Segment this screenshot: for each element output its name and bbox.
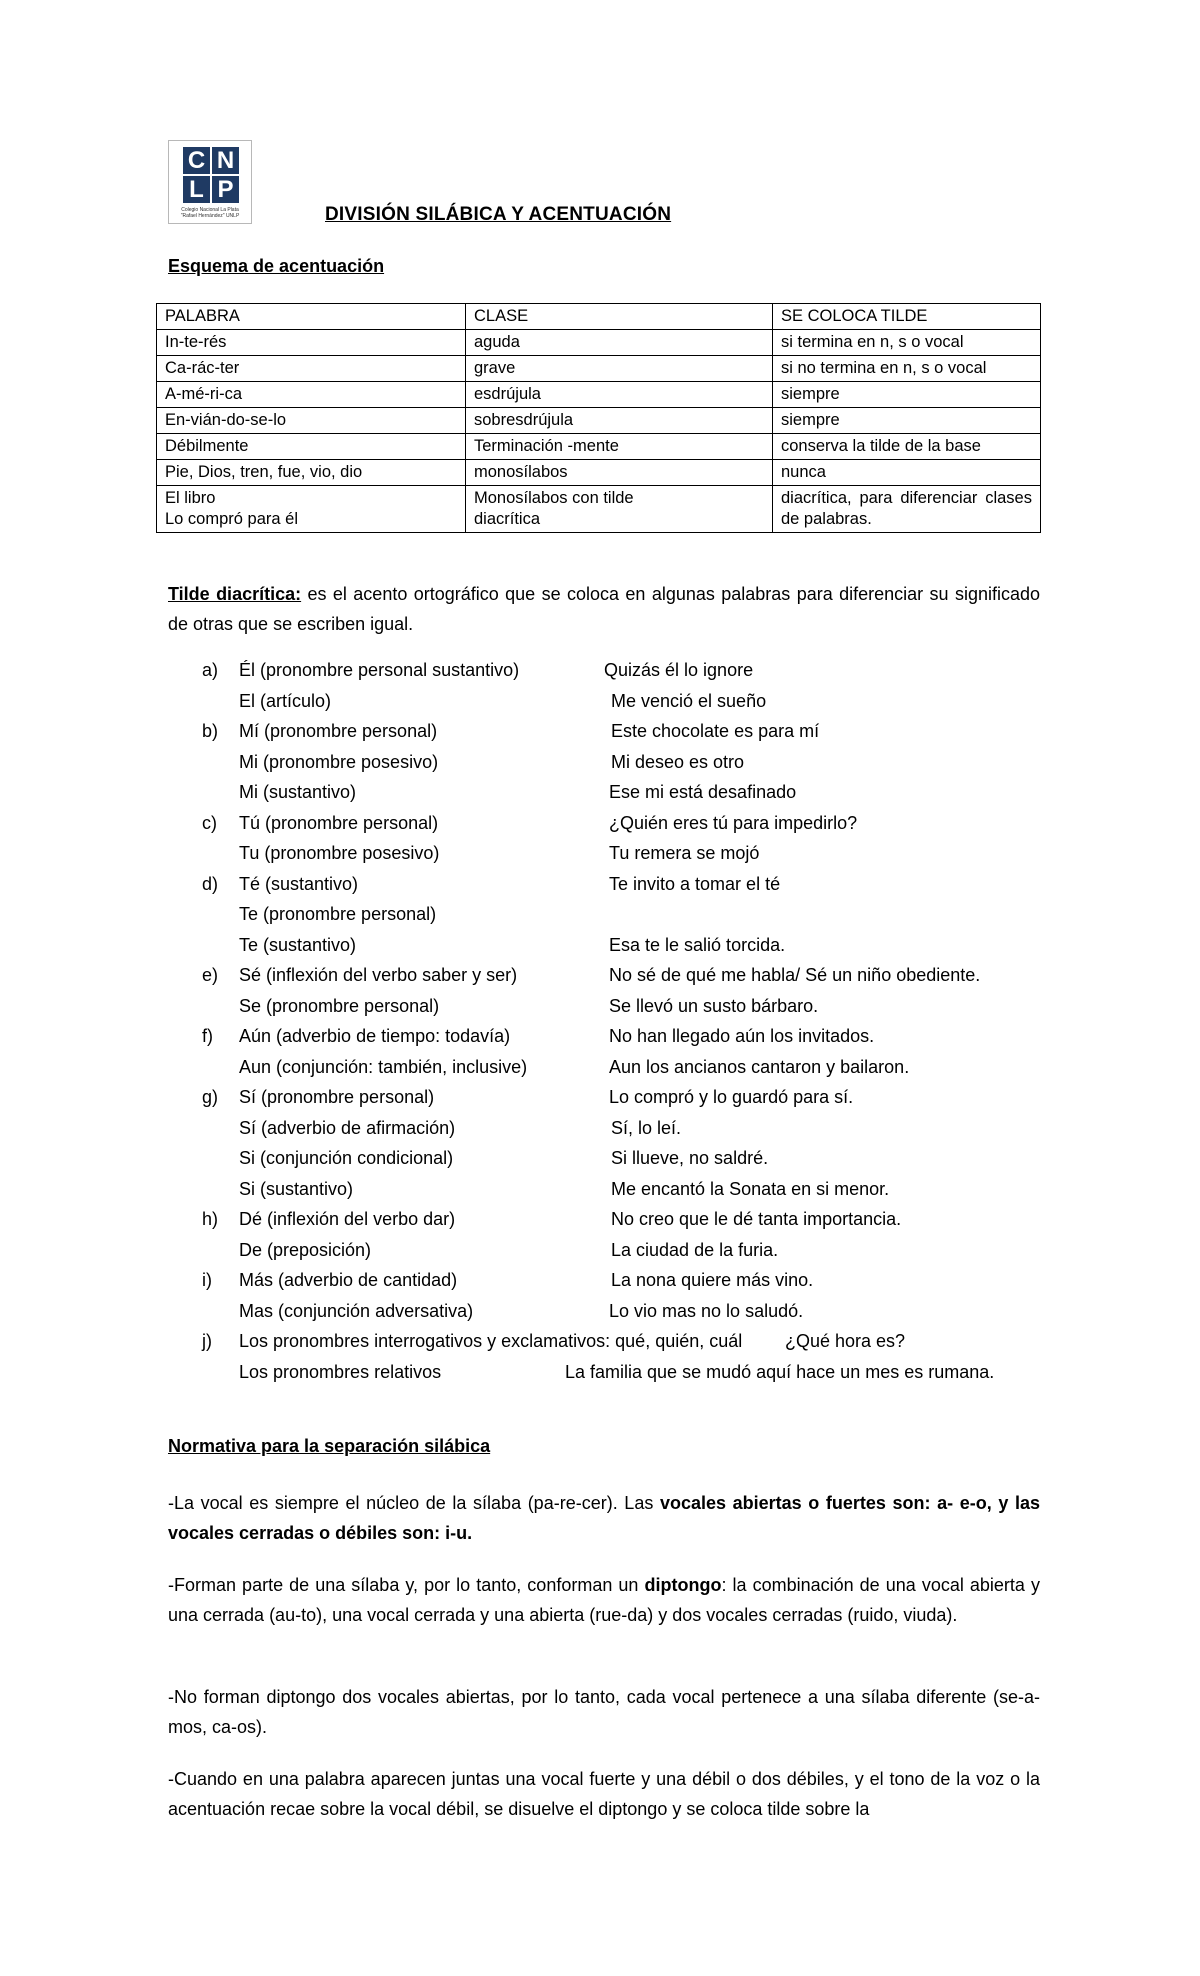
example-sentence: Lo compró y lo guardó para sí.	[609, 1087, 854, 1107]
example-sentence: Tu remera se mojó	[609, 843, 760, 863]
table-header-cell: SE COLOCA TILDE	[773, 304, 1041, 330]
page-title: DIVISIÓN SILÁBICA Y ACENTUACIÓN	[325, 204, 672, 225]
example-sentence: Ese mi está desafinado	[609, 782, 797, 802]
example-letter: a)	[202, 660, 219, 680]
logo-caption: Colegio Nacional La Plata "Rafael Hernández" UNLP	[180, 207, 240, 219]
example-description: Se (pronombre personal)	[239, 995, 440, 1016]
tilde-diacritica-term: Tilde diacrítica:	[168, 584, 302, 604]
normativa-bold-text: diptongo	[644, 1575, 722, 1595]
example-description: Más (adverbio de cantidad)	[239, 1270, 458, 1290]
example-sentence: Esa te le salió torcida.	[609, 934, 786, 955]
table-row	[157, 408, 1041, 434]
example-row	[0, 1113, 1200, 1143]
example-sentence: Si llueve, no saldré.	[611, 1148, 769, 1168]
tilde-diacritica-definition: es el acento ortográfico que se coloca en algunas palabras para diferenciar su significado de otras que se escriben igual.	[168, 584, 1040, 634]
example-description: Mas (conjunción adversativa)	[239, 1300, 474, 1321]
example-row	[0, 808, 1200, 838]
example-sentence: ¿Quién eres tú para impedirlo?	[609, 812, 858, 833]
esquema-heading: Esquema de acentuación	[168, 256, 385, 276]
example-description: Si (conjunción condicional)	[239, 1148, 454, 1168]
example-row	[0, 991, 1200, 1021]
example-sentence: ¿Qué hora es?	[785, 1331, 906, 1351]
example-row	[0, 1174, 1200, 1204]
table-row	[157, 330, 1041, 356]
example-description: Té (sustantivo)	[239, 873, 359, 894]
accentuation-table	[156, 303, 1041, 533]
example-description: Sé (inflexión del verbo saber y ser)	[239, 965, 518, 985]
table-cell-palabra: A-mé-ri-ca	[157, 382, 466, 408]
table-cell-tilde: diacrítica, para diferenciar clases de palabras.	[773, 486, 1041, 533]
example-sentence: La nona quiere más vino.	[611, 1270, 814, 1290]
table-cell-tilde: siempre	[773, 382, 1041, 408]
table-cell-line: Monosílabos con tilde	[474, 489, 634, 507]
normativa-heading: Normativa para la separación silábica	[168, 1436, 491, 1456]
example-letter: j)	[202, 1331, 212, 1351]
table-cell-clase: grave	[466, 356, 773, 382]
table-cell-palabra: Pie, Dios, tren, fue, vio, dio	[157, 460, 466, 486]
example-sentence: Sí, lo leí.	[611, 1117, 682, 1138]
example-letter: c)	[202, 812, 217, 833]
example-description: Te (pronombre personal)	[239, 904, 437, 924]
example-description: Si (sustantivo)	[239, 1178, 354, 1199]
example-letter: b)	[202, 721, 219, 741]
example-sentence: No creo que le dé tanta importancia.	[611, 1209, 902, 1229]
normativa-paragraph-4: -Cuando en una palabra aparecen juntas una vocal fuerte y una débil o dos débiles, y el tono de la voz o la acentuación recae sobre la vocal débil, se disuelve el diptongo y se coloca tilde sobre la	[168, 1769, 1040, 1819]
logo-letters	[183, 147, 239, 203]
normativa-paragraph-1	[168, 1488, 1040, 1548]
example-row	[0, 930, 1200, 960]
example-description: Sí (adverbio de afirmación)	[239, 1117, 456, 1138]
example-sentence: No han llegado aún los invitados.	[609, 1026, 875, 1046]
example-row	[0, 716, 1200, 746]
example-description: Él (pronombre personal sustantivo)	[239, 660, 520, 680]
example-letter: e)	[202, 965, 219, 985]
tilde-diacritica-paragraph	[168, 579, 1040, 639]
table-cell-palabra: Ca-rác-ter	[157, 356, 466, 382]
example-sentence: Te invito a tomar el té	[609, 873, 781, 894]
example-row	[0, 655, 1200, 685]
table-row	[157, 486, 1041, 533]
table-cell-clase: Terminación -mente	[466, 434, 773, 460]
example-row	[0, 1021, 1200, 1051]
table-cell-clase: aguda	[466, 330, 773, 356]
example-row	[0, 1082, 1200, 1112]
logo-letter-l: L	[183, 176, 210, 203]
example-row	[0, 747, 1200, 777]
example-letter: f)	[202, 1026, 213, 1046]
example-row	[0, 777, 1200, 807]
normativa-paragraph-2	[168, 1570, 1040, 1630]
example-sentence: La familia que se mudó aquí hace un mes es rumana.	[565, 1361, 995, 1382]
table-row	[157, 356, 1041, 382]
normativa-text: : la combinación de una vocal abierta y una cerrada (au-to), una vocal cerrada y una abierta (rue-da) y dos vocales cerradas (ruido, viuda).	[168, 1575, 1040, 1625]
normativa-text: -La vocal es siempre el núcleo de la sílaba (pa-re-cer). Las	[168, 1493, 660, 1513]
example-description: Te (sustantivo)	[239, 934, 357, 955]
example-description: Los pronombres relativos	[239, 1361, 442, 1382]
table-cell-clase: sobresdrújula	[466, 408, 773, 434]
table-cell-tilde: siempre	[773, 408, 1041, 434]
example-sentence: Me encantó la Sonata en si menor.	[611, 1178, 890, 1199]
example-description: Mí (pronombre personal)	[239, 721, 438, 741]
example-description: Tú (pronombre personal)	[239, 812, 439, 833]
example-row	[0, 899, 1200, 929]
example-description: Los pronombres interrogativos y exclamativos: qué, quién, cuál	[239, 1331, 743, 1351]
table-cell-clase	[466, 486, 773, 533]
logo-letter-n: N	[212, 147, 239, 174]
example-row	[0, 1235, 1200, 1265]
example-row	[0, 869, 1200, 899]
example-row	[0, 1143, 1200, 1173]
table-cell-line: El libro	[165, 489, 216, 507]
example-row	[0, 686, 1200, 716]
example-description: Dé (inflexión del verbo dar)	[239, 1209, 456, 1229]
table-header-row	[157, 304, 1041, 330]
normativa-paragraph-3: -No forman diptongo dos vocales abiertas, por lo tanto, cada vocal pertenece a una sílaba diferente (se-a-mos, ca-os).	[168, 1687, 1040, 1737]
example-sentence: Mi deseo es otro	[611, 751, 745, 772]
normativa-bold-text: vocales abiertas o fuertes son: a- e-o, y las vocales cerradas o débiles son: i-u.	[168, 1493, 1040, 1543]
table-cell-clase: monosílabos	[466, 460, 773, 486]
table-cell-tilde: nunca	[773, 460, 1041, 486]
example-description: El (artículo)	[239, 690, 332, 711]
example-description: Mi (pronombre posesivo)	[239, 751, 439, 772]
table-cell-tilde: si termina en n, s o vocal	[773, 330, 1041, 356]
example-row	[0, 960, 1200, 990]
table-cell-line: diacrítica	[474, 510, 541, 528]
example-row	[0, 1296, 1200, 1326]
example-sentence: Lo vio mas no lo saludó.	[609, 1300, 804, 1321]
table-cell-tilde: si no termina en n, s o vocal	[773, 356, 1041, 382]
logo-letter-p: P	[212, 176, 239, 203]
example-sentence: Se llevó un susto bárbaro.	[609, 995, 819, 1016]
example-sentence: No sé de qué me habla/ Sé un niño obediente.	[609, 965, 981, 985]
example-row	[0, 1357, 1200, 1387]
table-cell-palabra	[157, 486, 466, 533]
example-description: Aún (adverbio de tiempo: todavía)	[239, 1026, 511, 1046]
example-sentence: Este chocolate es para mí	[611, 721, 820, 741]
example-row	[0, 1052, 1200, 1082]
example-row	[0, 1265, 1200, 1295]
table-row	[157, 434, 1041, 460]
example-letter: h)	[202, 1209, 219, 1229]
example-description: De (preposición)	[239, 1239, 372, 1260]
table-row	[157, 460, 1041, 486]
table-header-cell: CLASE	[466, 304, 773, 330]
table-row	[157, 382, 1041, 408]
example-description: Mi (sustantivo)	[239, 782, 357, 802]
table-cell-palabra: In-te-rés	[157, 330, 466, 356]
logo-letter-c: C	[183, 147, 210, 174]
example-row	[0, 838, 1200, 868]
table-cell-palabra: En-vián-do-se-lo	[157, 408, 466, 434]
table-cell-tilde: conserva la tilde de la base	[773, 434, 1041, 460]
normativa-text: -Forman parte de una sílaba y, por lo tanto, conforman un	[168, 1575, 645, 1595]
example-description: Tu (pronombre posesivo)	[239, 843, 440, 863]
table-cell-line: Lo compró para él	[165, 510, 298, 528]
example-description: Aun (conjunción: también, inclusive)	[239, 1056, 528, 1077]
example-row	[0, 1326, 1200, 1356]
table-cell-palabra: Débilmente	[157, 434, 466, 460]
example-letter: d)	[202, 873, 219, 894]
table-header-cell: PALABRA	[157, 304, 466, 330]
example-sentence: Aun los ancianos cantaron y bailaron.	[609, 1056, 910, 1077]
example-row	[0, 1204, 1200, 1234]
example-sentence: La ciudad de la furia.	[611, 1239, 779, 1260]
example-letter: i)	[202, 1270, 212, 1290]
table-cell-clase: esdrújula	[466, 382, 773, 408]
school-logo	[168, 140, 252, 224]
example-letter: g)	[202, 1087, 219, 1107]
example-sentence: Me venció el sueño	[611, 690, 767, 711]
example-sentence: Quizás él lo ignore	[604, 660, 754, 680]
example-description: Sí (pronombre personal)	[239, 1087, 435, 1107]
